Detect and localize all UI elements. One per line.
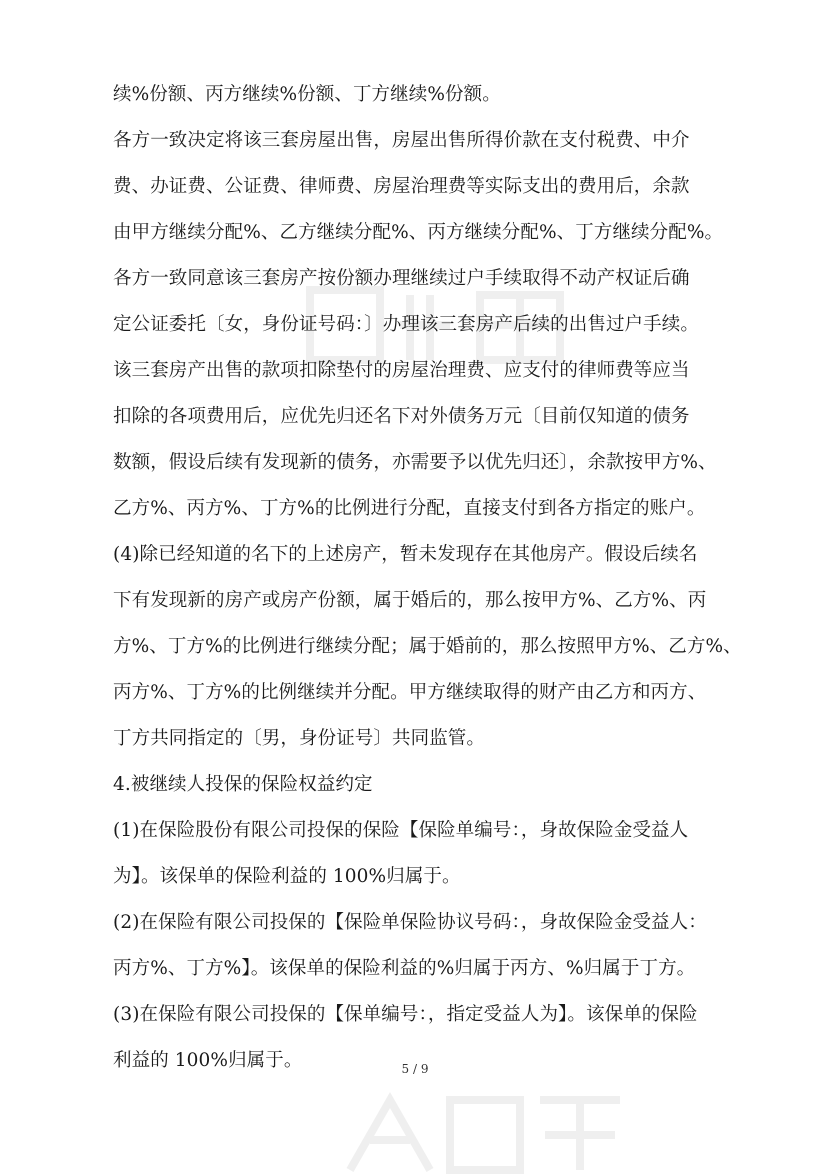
text-line: 由甲方继续分配%、乙方继续分配%、丙方继续分配%、丁方继续分配%。 — [113, 222, 724, 243]
document-body — [113, 72, 742, 1084]
text-line: 为】。该保单的保险利益的 100%归属于。 — [113, 866, 461, 887]
text-line: (1)在保险股份有限公司投保的保险【保险单编号：，身故保险金受益人 — [113, 820, 689, 841]
page-number: 5 / 9 — [401, 1062, 429, 1076]
text-line: 利益的 100%归属于。 — [113, 1050, 303, 1071]
text-line: 各方一致同意该三套房产按份额办理继续过户手续取得不动产权证后确 — [113, 268, 690, 289]
text-line: 数额，假设后续有发现新的债务，亦需要予以优先归还〕，余款按甲方%、 — [113, 452, 717, 473]
text-line: 乙方%、丙方%、丁方%的比例进行分配，直接支付到各方指定的账户。 — [113, 498, 706, 519]
text-line: 该三套房产出售的款项扣除垫付的房屋治理费、应支付的律师费等应当 — [113, 360, 690, 381]
text-line: 丙方%、丁方%的比例继续并分配。甲方继续取得的财产由乙方和丙方、 — [113, 682, 707, 703]
text-line: 下有发现新的房产或房产份额，属于婚后的，那么按甲方%、乙方%、丙 — [113, 590, 707, 611]
text-line: 各方一致决定将该三套房屋出售，房屋出售所得价款在支付税费、中介 — [113, 130, 690, 151]
text-line: 费、办证费、公证费、律师费、房屋治理费等实际支出的费用后，余款 — [113, 176, 690, 197]
text-line: (2)在保险有限公司投保的【保险单保险协议号码：，身故保险金受益人： — [113, 912, 707, 933]
text-line: 丙方%、丁方%】。该保单的保险利益的%归属于丙方、%归属于丁方。 — [113, 958, 696, 979]
text-line: (3)在保险有限公司投保的【保单编号：，指定受益人为】。该保单的保险 — [113, 1004, 698, 1025]
text-line: 丁方共同指定的〔男，身份证号〕共同监管。 — [113, 728, 486, 749]
text-line: 方%、丁方%的比例进行继续分配；属于婚前的，那么按照甲方%、乙方%、 — [113, 636, 742, 657]
text-line: 续%份额、丙方继续%份额、丁方继续%份额。 — [113, 84, 501, 105]
section-heading: 4.被继续人投保的保险权益约定 — [113, 774, 373, 795]
text-line: 扣除的各项费用后，应优先归还名下对外债务万元〔目前仅知道的债务 — [113, 406, 690, 427]
text-line: 定公证委托〔女，身份证号码：〕办理该三套房产后续的出售过户手续。 — [113, 314, 699, 335]
watermark-stamp-bottom — [330, 1080, 630, 1174]
text-line: (4)除已经知道的名下的上述房产，暂未发现存在其他房产。假设后续名 — [113, 544, 698, 565]
